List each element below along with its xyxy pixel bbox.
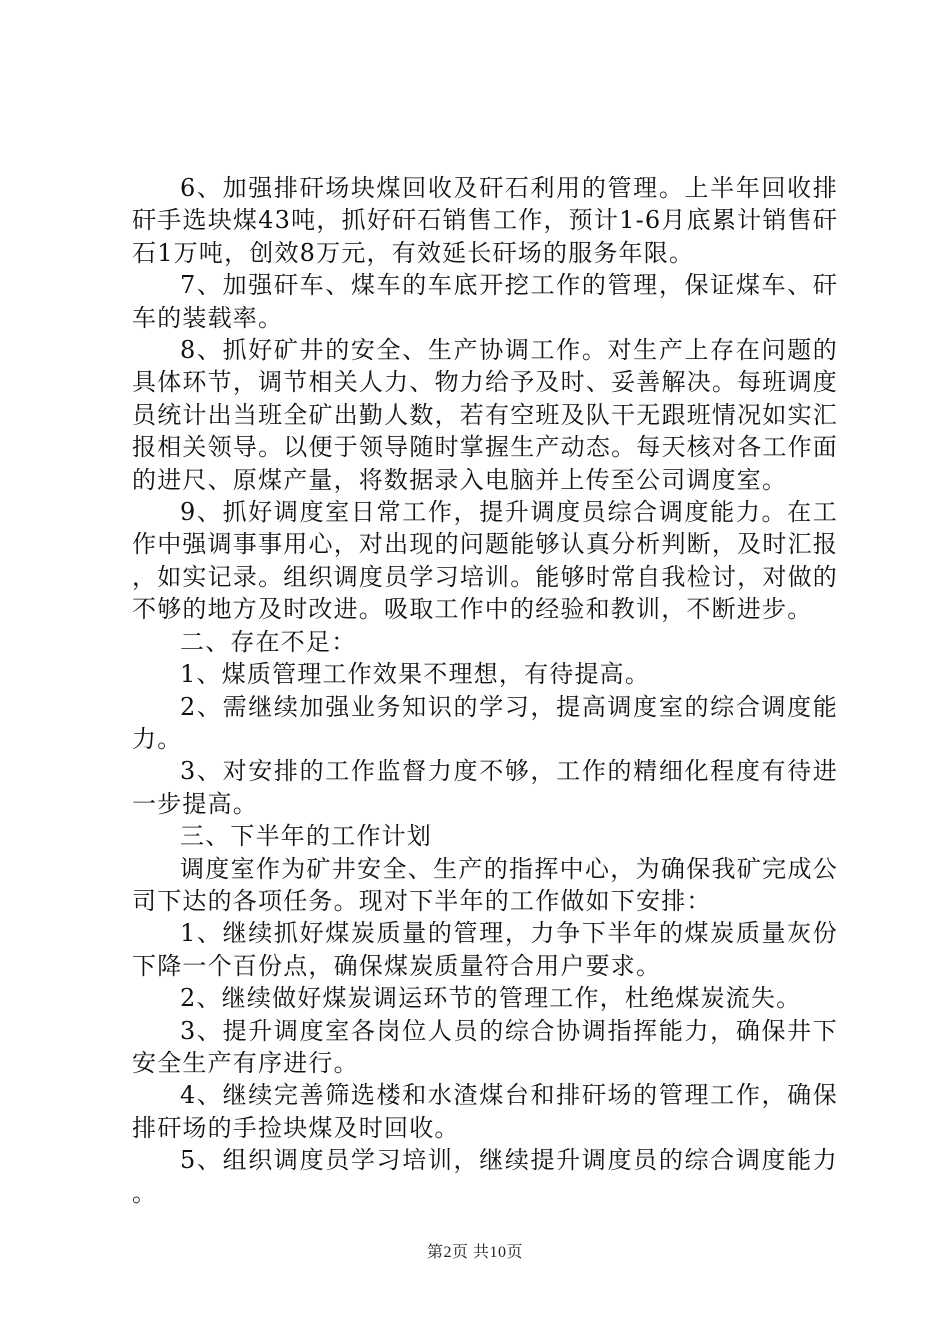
paragraph-plan-1: 1、继续抓好煤炭质量的管理，力争下半年的煤炭质量灰份下降一个百份点，确保煤炭质量符合用户要求。 [132, 919, 838, 980]
paragraph-item-6-coal-recovery: 6、加强排矸场块煤回收及矸石利用的管理。上半年回收排矸手选块煤43吨，抓好矸石销售工作，预计1-6月底累计销售矸石1万吨，创效8万元，有效延长矸场的服务年限。 [132, 174, 838, 267]
paragraph-shortcoming-2: 2、需继续加强业务知识的学习，提高调度室的综合调度能力。 [132, 692, 838, 753]
paragraph-plan-2: 2、继续做好煤炭调运环节的管理工作，杜绝煤炭流失。 [180, 984, 802, 1013]
page-number-footer: 第2页 共10页 [426, 1244, 523, 1261]
paragraph-plan-3: 3、提升调度室各岗位人员的综合协调指挥能力，确保井下安全生产有序进行。 [132, 1016, 838, 1077]
paragraph-plan-4: 4、继续完善筛选楼和水渣煤台和排矸场的管理工作，确保排矸场的手捡块煤及时回收。 [132, 1081, 838, 1142]
paragraph-shortcoming-1: 1、煤质管理工作效果不理想，有待提高。 [180, 660, 651, 689]
paragraph-shortcoming-3: 3、对安排的工作监督力度不够，工作的精细化程度有待进一步提高。 [132, 757, 838, 818]
section-heading-work-plan: 三、下半年的工作计划 [180, 822, 432, 851]
paragraph-item-9-dispatch-work: 9、抓好调度室日常工作，提升调度员综合调度能力。在工作中强调事事用心，对出现的问题能够认真分析判断，及时汇报，如实记录。组织调度员学习培训。能够时常自我检讨，对做的不够的地方及时改进。吸取工作中的经验和教训，不断进步。 [132, 498, 838, 624]
paragraph-plan-5: 5、组织调度员学习培训，继续提升调度员的综合调度能力。 [132, 1146, 838, 1207]
paragraph-plan-intro: 调度室作为矿井安全、生产的指挥中心，为确保我矿完成公司下达的各项任务。现对下半年的工作做如下安排： [132, 854, 838, 915]
document-body [132, 172, 838, 1209]
section-heading-shortcomings: 二、存在不足： [180, 627, 357, 656]
paragraph-item-7-car-loading: 7、加强矸车、煤车的车底开挖工作的管理，保证煤车、矸车的装载率。 [132, 271, 838, 332]
paragraph-item-8-safety-coordination: 8、抓好矿井的安全、生产协调工作。对生产上存在问题的具体环节，调节相关人力、物力给予及时、妥善解决。每班调度员统计出当班全矿出勤人数，若有空班及队干无跟班情况如实汇报相关领导。以便于领导随时掌握生产动态。每天核对各工作面的进尺、原煤产量，将数据录入电脑并上传至公司调度室。 [132, 336, 838, 494]
